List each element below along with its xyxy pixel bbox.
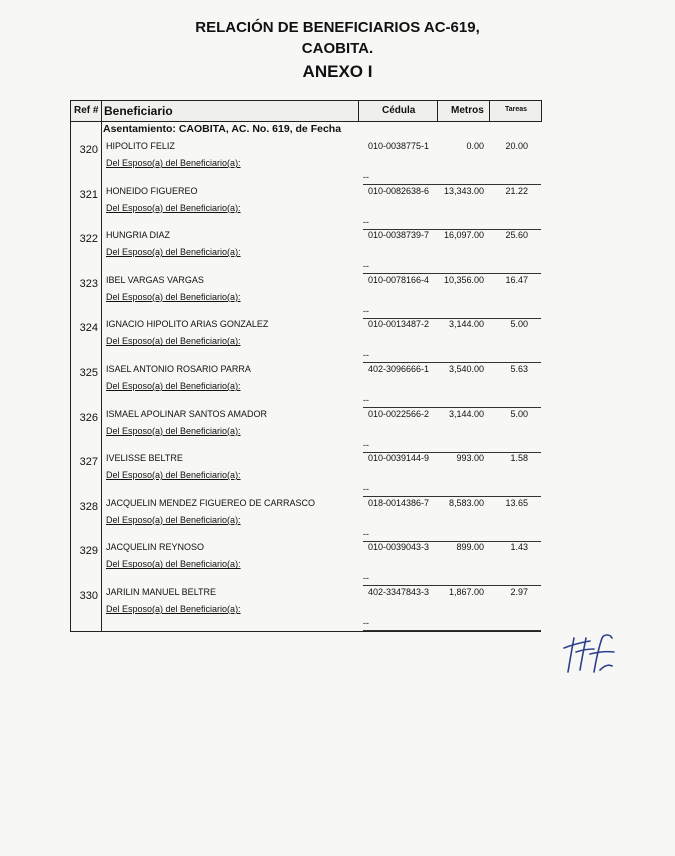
metros-value: 3,144.00	[448, 319, 484, 330]
cedula-value: 402-3096666-1	[368, 364, 430, 374]
tareas-value: 2.97	[510, 587, 528, 597]
ref-number: 323	[79, 277, 98, 290]
beneficiary-name: ISMAEL APOLINAR SANTOS AMADOR	[106, 408, 268, 419]
beneficiaries-table	[70, 100, 542, 632]
metros-value: 10,356.00	[443, 274, 484, 285]
header-cedula: Cédula	[382, 105, 416, 116]
spouse-value: --	[363, 618, 369, 628]
signature-image	[560, 630, 620, 680]
tareas-value: 20.00	[505, 141, 528, 151]
table-row	[70, 452, 541, 497]
metros-value: 8,583.00	[448, 497, 484, 508]
beneficiary-name: IGNACIO HIPOLITO ARIAS GONZALEZ	[106, 319, 269, 330]
beneficiary-name: HIPOLITO FELIZ	[106, 141, 175, 151]
header-beneficiario: Beneficiario	[104, 104, 173, 118]
tareas-value: 25.60	[505, 230, 528, 241]
metros-value: 3,540.00	[448, 364, 484, 374]
cedula-value: 010-0038739-7	[368, 230, 430, 241]
beneficiary-name: IVELISSE BELTRE	[106, 453, 183, 464]
tareas-value: 5.00	[510, 408, 528, 419]
beneficiary-name: IBEL VARGAS VARGAS	[106, 274, 204, 285]
spouse-value: --	[363, 261, 369, 272]
metros-value: 16,097.00	[443, 230, 484, 241]
metros-value: 13,343.00	[443, 185, 484, 196]
header-metros: Metros	[451, 105, 484, 116]
table-row	[70, 363, 541, 408]
table-header	[70, 100, 542, 122]
table-bottom-border	[70, 631, 541, 632]
annex-title: ANEXO I	[302, 62, 373, 81]
cedula-value: 010-0013487-2	[368, 319, 430, 330]
tareas-value: 5.00	[510, 319, 528, 330]
spouse-label: Del Esposo(a) del Beneficiario(a):	[106, 470, 241, 481]
tareas-value: 21.22	[505, 185, 528, 196]
table-row	[70, 497, 541, 542]
metros-value: 899.00	[456, 542, 484, 553]
document-title: RELACIÓN DE BENEFICIARIOS AC-619,	[195, 19, 480, 36]
document-subtitle: CAOBITA.	[301, 40, 374, 57]
cedula-value: 010-0022566-2	[368, 408, 430, 419]
spouse-value: --	[363, 216, 369, 227]
spouse-value: --	[363, 528, 369, 539]
spouse-label: Del Esposo(a) del Beneficiario(a):	[106, 158, 241, 168]
cedula-value: 010-0078166-4	[368, 274, 430, 285]
header-divider	[489, 101, 490, 121]
spouse-label: Del Esposo(a) del Beneficiario(a):	[106, 247, 241, 258]
cedula-value: 010-0039043-3	[368, 542, 430, 553]
table-row	[70, 140, 541, 185]
ref-number: 322	[79, 233, 98, 246]
tareas-value: 13.65	[505, 497, 528, 508]
spouse-value: --	[363, 395, 369, 405]
header-divider	[358, 101, 359, 121]
header-divider	[101, 101, 102, 121]
metros-value: 993.00	[456, 453, 484, 464]
row-separator	[363, 630, 541, 631]
cedula-value: 010-0082638-6	[368, 185, 430, 196]
ref-number: 326	[79, 411, 98, 424]
table-row	[70, 318, 541, 363]
beneficiary-name: JARILIN MANUEL BELTRE	[106, 587, 217, 597]
ref-number: 321	[79, 188, 98, 201]
spouse-value: --	[363, 439, 369, 450]
spouse-value: --	[363, 350, 369, 361]
metros-value: 1,867.00	[448, 587, 484, 597]
metros-value: 3,144.00	[448, 408, 484, 419]
beneficiary-name: HONEIDO FIGUEREO	[106, 185, 198, 196]
beneficiary-name: ISAEL ANTONIO ROSARIO PARRA	[106, 364, 251, 374]
ref-number: 330	[79, 590, 98, 602]
header-ref: Ref #	[74, 105, 99, 116]
table-row	[70, 274, 541, 319]
spouse-label: Del Esposo(a) del Beneficiario(a):	[106, 514, 241, 525]
spouse-value: --	[363, 484, 369, 495]
table-row	[70, 408, 541, 453]
spouse-label: Del Esposo(a) del Beneficiario(a):	[106, 291, 241, 302]
spouse-value: --	[363, 305, 369, 316]
cedula-value: 018-0014386-7	[368, 497, 430, 508]
asentamiento-label: Asentamiento: CAOBITA, AC. No. 619, de Fecha	[103, 123, 342, 135]
spouse-label: Del Esposo(a) del Beneficiario(a):	[106, 336, 241, 347]
ref-number: 324	[79, 322, 98, 335]
spouse-label: Del Esposo(a) del Beneficiario(a):	[106, 425, 241, 436]
tareas-value: 1.58	[510, 453, 528, 464]
ref-number: 329	[79, 545, 98, 558]
cedula-value: 402-3347843-3	[368, 587, 430, 597]
spouse-label: Del Esposo(a) del Beneficiario(a):	[106, 604, 241, 614]
cedula-value: 010-0039144-9	[368, 453, 430, 464]
beneficiary-name: JACQUELIN MENDEZ FIGUEREO DE CARRASCO	[106, 497, 316, 508]
spouse-label: Del Esposo(a) del Beneficiario(a):	[106, 381, 241, 391]
ref-number: 320	[79, 144, 98, 156]
header-tareas: Tareas	[505, 106, 528, 113]
header-divider	[437, 101, 438, 121]
spouse-value: --	[363, 573, 369, 584]
beneficiary-name: JACQUELIN REYNOSO	[106, 542, 205, 553]
ref-number: 327	[79, 456, 98, 469]
tareas-value: 1.43	[510, 542, 528, 553]
ref-number: 328	[79, 500, 98, 513]
spouse-label: Del Esposo(a) del Beneficiario(a):	[106, 559, 241, 570]
table-row	[70, 541, 541, 586]
tareas-value: 5.63	[510, 364, 528, 374]
table-row	[70, 229, 541, 274]
beneficiary-name: HUNGRIA DIAZ	[106, 230, 171, 241]
tareas-value: 16.47	[505, 274, 528, 285]
ref-number: 325	[79, 367, 98, 379]
cedula-value: 010-0038775-1	[368, 141, 430, 151]
spouse-value: --	[363, 172, 369, 182]
metros-value: 0.00	[466, 141, 484, 151]
table-row	[70, 185, 541, 230]
table-row	[70, 586, 541, 631]
spouse-label: Del Esposo(a) del Beneficiario(a):	[106, 202, 241, 213]
